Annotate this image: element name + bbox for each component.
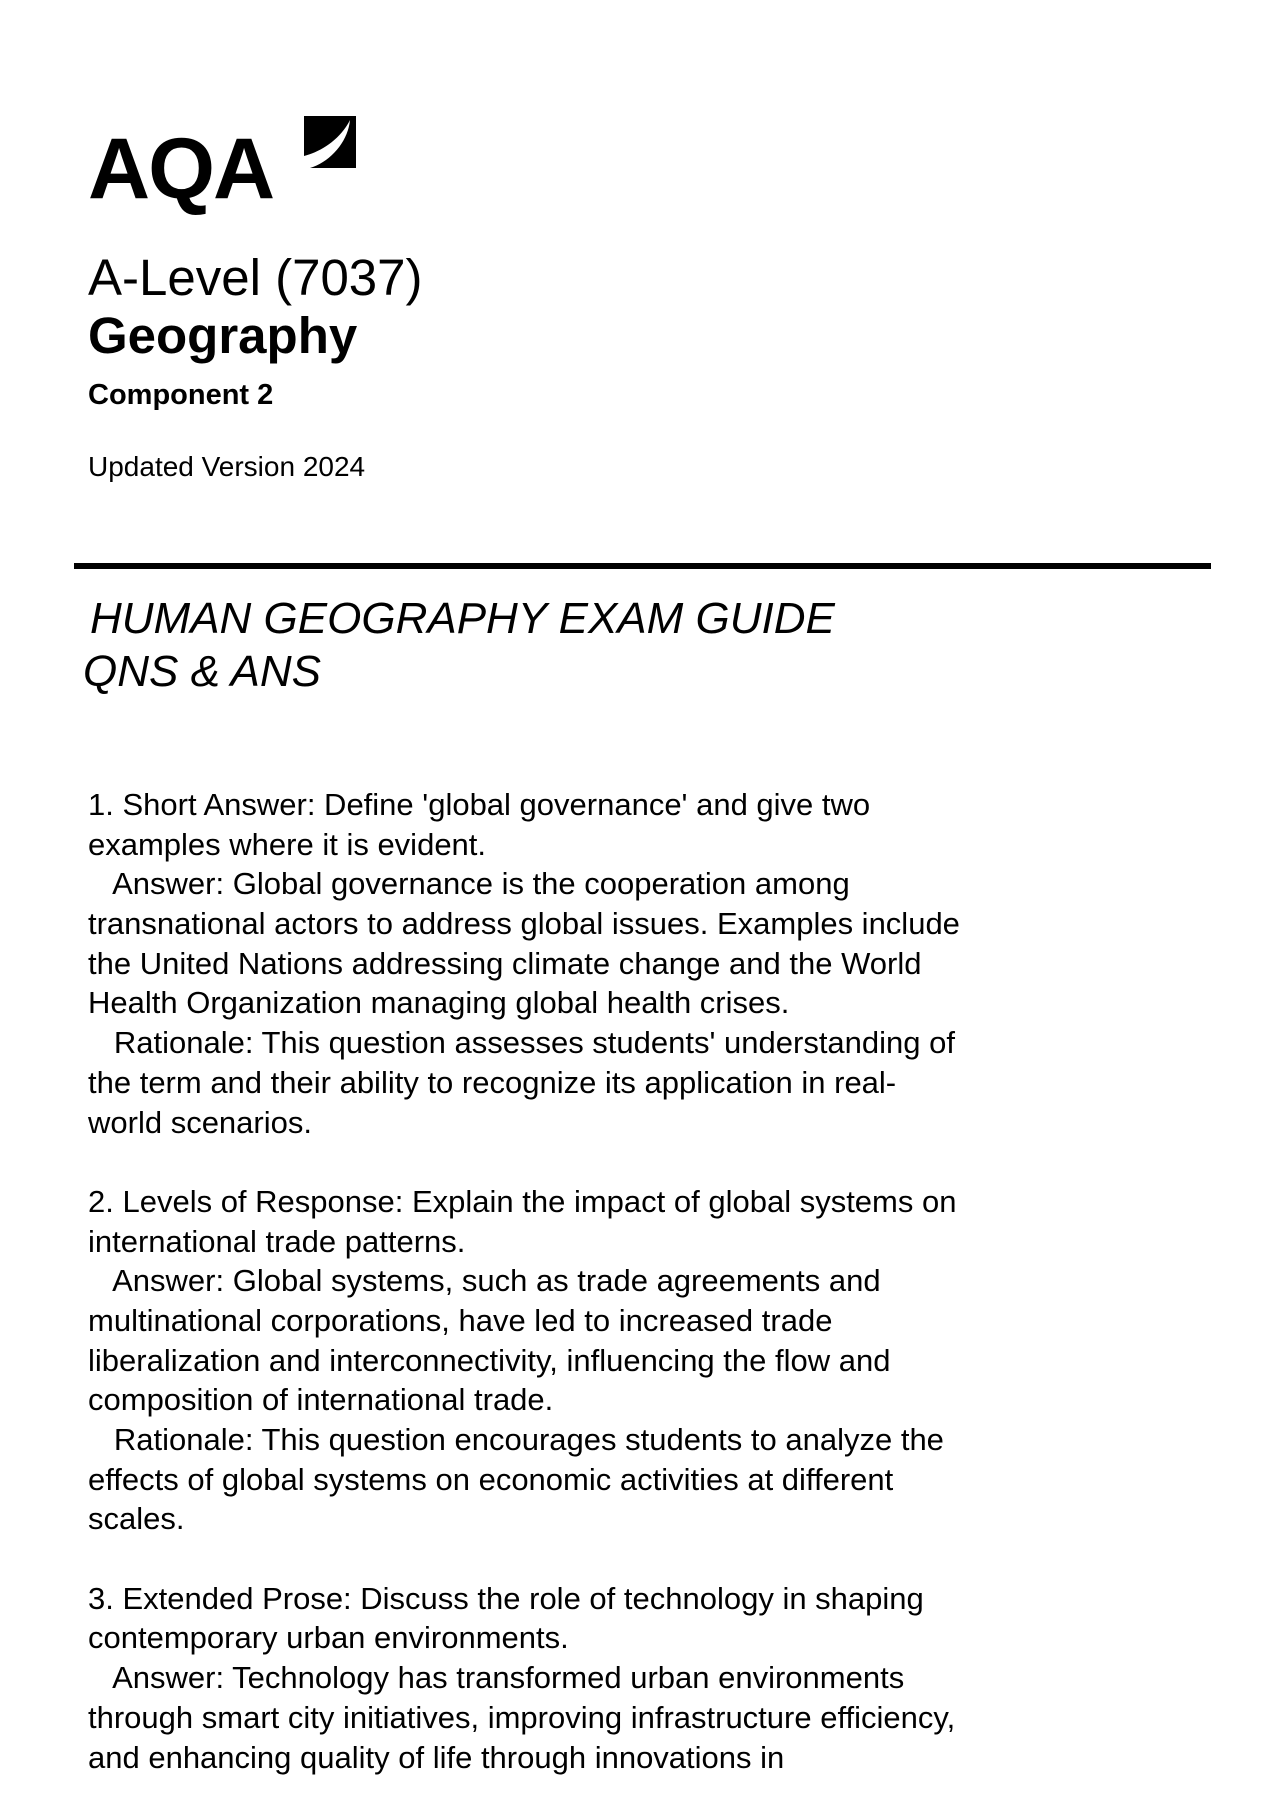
question-block bbox=[88, 785, 1238, 1142]
question-text-line: contemporary urban environments. bbox=[88, 1620, 569, 1656]
logo-text: AQA bbox=[88, 121, 274, 217]
question-text-line: international trade patterns. bbox=[88, 1223, 466, 1259]
guide-subtitle: QNS & ANS bbox=[83, 647, 321, 696]
aqa-logo bbox=[88, 112, 368, 217]
question-text-line: the term and their ability to recognize its application in real- bbox=[88, 1064, 897, 1100]
component-label: Component 2 bbox=[88, 379, 274, 411]
question-text-line: 3. Extended Prose: Discuss the role of technology in shaping bbox=[88, 1580, 924, 1616]
question-text-line: transnational actors to address global issues. Examples include bbox=[88, 906, 960, 942]
question-text-line: scales. bbox=[88, 1501, 185, 1537]
qualification-level: A-Level (7037) bbox=[88, 249, 423, 306]
question-text-line: Rationale: This question encourages students to analyze the bbox=[88, 1422, 944, 1457]
spacer bbox=[88, 1142, 1238, 1182]
leaf-icon bbox=[300, 112, 360, 172]
question-block bbox=[88, 1182, 1238, 1539]
question-text-line: Answer: Global systems, such as trade agreements and bbox=[88, 1263, 881, 1299]
question-text-line: Rationale: This question assesses students' understanding of bbox=[88, 1025, 955, 1061]
question-text-line: Answer: Global governance is the cooperation among bbox=[88, 866, 850, 902]
question-text-line: effects of global systems on economic activities at different bbox=[88, 1461, 894, 1497]
version-label: Updated Version 2024 bbox=[88, 451, 366, 482]
question-text-line: through smart city initiatives, improving infrastructure efficiency, bbox=[88, 1699, 956, 1735]
question-text-line: examples where it is evident. bbox=[88, 826, 487, 862]
question-text-line: Health Organization managing global health crises. bbox=[88, 985, 790, 1021]
question-block bbox=[88, 1579, 1238, 1777]
questions-body bbox=[88, 785, 1238, 1777]
question-text-line: the United Nations addressing climate change and the World bbox=[88, 945, 922, 981]
question-text-line: and enhancing quality of life through innovations in bbox=[88, 1739, 785, 1775]
question-text-line: multinational corporations, have led to increased trade bbox=[88, 1302, 833, 1338]
spacer bbox=[88, 1539, 1238, 1579]
guide-title: HUMAN GEOGRAPHY EXAM GUIDE bbox=[90, 594, 835, 643]
question-text-line: 1. Short Answer: Define 'global governance' and give two bbox=[88, 787, 871, 822]
question-text-line: liberalization and interconnectivity, influencing the flow and bbox=[88, 1342, 891, 1378]
divider bbox=[74, 563, 1211, 569]
question-text-line: world scenarios. bbox=[88, 1104, 312, 1140]
subject-title: Geography bbox=[88, 307, 358, 364]
question-text-line: Answer: Technology has transformed urban environments bbox=[88, 1660, 905, 1696]
question-text-line: 2. Levels of Response: Explain the impact of global systems on bbox=[88, 1183, 957, 1219]
question-text-line: composition of international trade. bbox=[88, 1382, 554, 1418]
